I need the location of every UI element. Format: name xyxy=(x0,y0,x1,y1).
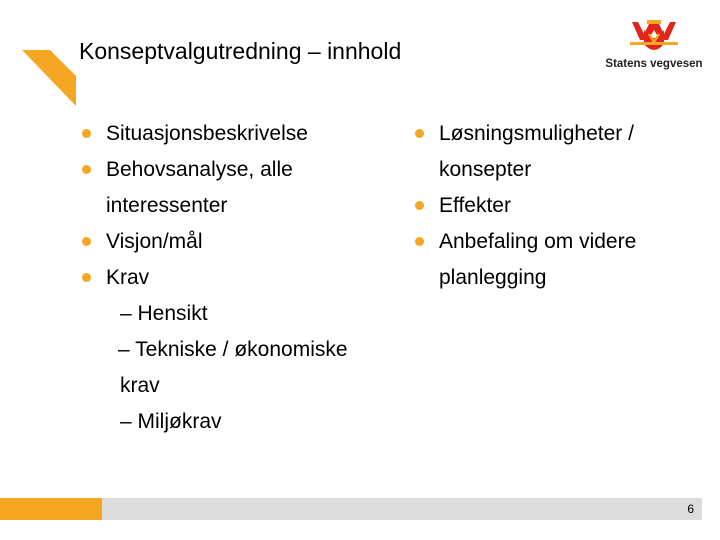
bullet-dot-icon xyxy=(82,273,91,282)
statens-vegvesen-crest-icon xyxy=(630,16,678,56)
list-item: Løsningsmuligheter / konsepter xyxy=(415,116,715,188)
list-item: Krav xyxy=(82,260,402,296)
logo-text: Statens vegvesen xyxy=(605,58,703,70)
list-item: Effekter xyxy=(415,188,715,224)
bullet-dot-icon xyxy=(82,129,91,138)
left-bullet-list xyxy=(82,116,402,440)
bullet-dot-icon xyxy=(82,165,91,174)
statens-vegvesen-logo xyxy=(602,16,706,74)
list-item: Visjon/mål xyxy=(82,224,402,260)
bullet-dot-icon xyxy=(415,129,424,138)
corner-accent-shape xyxy=(0,0,80,110)
sub-list-item: – Hensikt xyxy=(120,302,208,325)
list-item: Behovsanalyse, alle interessenter xyxy=(82,152,402,224)
list-item: Anbefaling om videre planlegging xyxy=(415,224,715,296)
slide-title: Konseptvalgutredning – innhold xyxy=(79,38,402,64)
page-number: 6 xyxy=(687,502,694,516)
sub-list-item: – Tekniske / økonomiske krav xyxy=(118,338,348,397)
bullet-dot-icon xyxy=(415,201,424,210)
bullet-dot-icon xyxy=(415,237,424,246)
bullet-dot-icon xyxy=(82,237,91,246)
list-item: Situasjonsbeskrivelse xyxy=(82,116,402,152)
right-bullet-list xyxy=(415,116,715,296)
footer-accent-bar xyxy=(0,498,102,520)
sub-list-item: – Miljøkrav xyxy=(120,410,222,433)
